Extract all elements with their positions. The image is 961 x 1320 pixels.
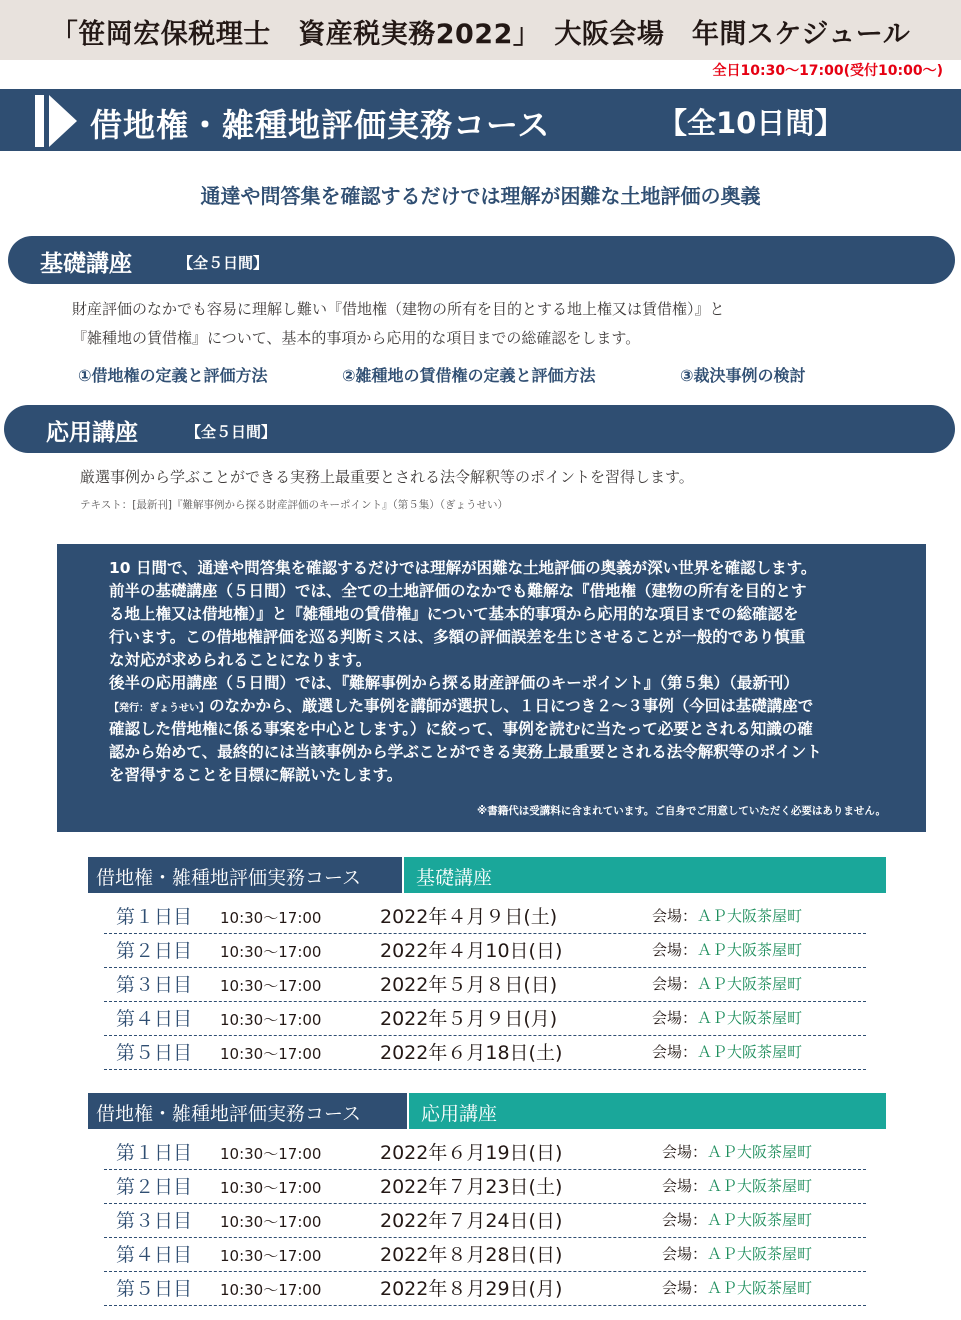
venue-label: 会場： bbox=[652, 1009, 698, 1027]
venue bbox=[652, 1041, 802, 1062]
session-date: 2022年６月19日(日) bbox=[380, 1142, 563, 1164]
page-title: 「笹岡宏保税理士 資産税実務2022」 大阪会場 年間スケジュール bbox=[50, 19, 911, 50]
venue-label: 会場： bbox=[662, 1245, 708, 1263]
description-line bbox=[109, 696, 813, 719]
venue bbox=[652, 905, 802, 926]
venue-name: ＡＰ大阪茶屋町 bbox=[697, 907, 803, 925]
banner-bar-decoration bbox=[35, 95, 44, 147]
venue bbox=[662, 1141, 812, 1162]
time-range: 10:30〜17:00 bbox=[220, 1145, 322, 1163]
day-label: 第４日目 bbox=[116, 1244, 193, 1266]
table-row bbox=[104, 1136, 866, 1170]
basic-description-line-1: 財産評価のなかでも容易に理解し難い『借地権（建物の所有を目的とする地上権又は賃借権）』と bbox=[72, 300, 725, 318]
venue-label: 会場： bbox=[652, 975, 698, 993]
venue-label: 会場： bbox=[662, 1279, 708, 1297]
basic-section-header bbox=[8, 236, 955, 284]
venue bbox=[662, 1175, 812, 1196]
schedule-course-label: 借地権・雑種地評価実務コース bbox=[88, 857, 402, 893]
venue-name: ＡＰ大阪茶屋町 bbox=[697, 975, 803, 993]
description-line: 認から始めて、最終的には当該事例から学ぶことができる実務上最重要とされる法令解釈等のポイント bbox=[109, 743, 822, 761]
course-days: 【全10日間】 bbox=[658, 106, 844, 140]
session-date: 2022年６月18日(土) bbox=[380, 1042, 563, 1064]
basic-topic-3: ③裁決事例の検討 bbox=[680, 366, 806, 385]
day-label: 第１日目 bbox=[116, 906, 193, 928]
day-label: 第２日目 bbox=[116, 1176, 193, 1198]
time-range: 10:30〜17:00 bbox=[220, 909, 322, 927]
basic-topic-1: ①借地権の定義と評価方法 bbox=[78, 366, 268, 385]
basic-section-days: 【全５日間】 bbox=[178, 254, 269, 272]
basic-schedule-header bbox=[88, 857, 886, 893]
session-date: 2022年５月９日(月) bbox=[380, 1008, 558, 1030]
time-range: 10:30〜17:00 bbox=[220, 977, 322, 995]
textbook-note: テキスト：[最新刊]『難解事例から探る財産評価のキーポイント』（第５集）（ぎょうせい） bbox=[80, 499, 508, 511]
basic-section-title: 基礎講座 bbox=[40, 251, 132, 277]
venue-name: ＡＰ大阪茶屋町 bbox=[697, 1043, 803, 1061]
table-row bbox=[104, 1036, 866, 1070]
venue bbox=[652, 1007, 802, 1028]
time-range: 10:30〜17:00 bbox=[220, 1213, 322, 1231]
table-row bbox=[104, 934, 866, 968]
day-label: 第３日目 bbox=[116, 1210, 193, 1232]
description-line: 10 日間で、通達や問答集を確認するだけでは理解が困難な土地評価の奥義が深い世界を確認します。 bbox=[109, 559, 817, 577]
venue-name: ＡＰ大阪茶屋町 bbox=[707, 1279, 813, 1297]
venue-label: 会場： bbox=[662, 1177, 708, 1195]
session-date: 2022年８月29日(月) bbox=[380, 1278, 563, 1300]
session-date: 2022年７月23日(土) bbox=[380, 1176, 563, 1198]
schedule-section-label: 基礎講座 bbox=[404, 857, 886, 893]
venue bbox=[662, 1209, 812, 1230]
description-line: 確認した借地権に係る事案を中心とします。）に絞って、事例を読むに当たって必要とされる知識の確 bbox=[109, 720, 813, 738]
venue-name: ＡＰ大阪茶屋町 bbox=[707, 1143, 813, 1161]
day-label: 第５日目 bbox=[116, 1042, 193, 1064]
publisher-label: 【発行：ぎょうせい】 bbox=[109, 703, 209, 714]
applied-schedule-header bbox=[88, 1093, 886, 1129]
applied-description: 厳選事例から学ぶことができる実務上最重要とされる法令解釈等のポイントを習得します。 bbox=[80, 468, 694, 486]
course-title: 借地権・雑種地評価実務コース bbox=[90, 106, 551, 144]
basic-description-line-2: 『雑種地の賃借権』について、基本的事項から応用的な項目までの総確認をします。 bbox=[72, 329, 641, 347]
session-date: 2022年４月10日(日) bbox=[380, 940, 563, 962]
applied-section-title: 応用講座 bbox=[46, 420, 138, 446]
venue-label: 会場： bbox=[662, 1211, 708, 1229]
table-row bbox=[104, 1002, 866, 1036]
venue-name: ＡＰ大阪茶屋町 bbox=[697, 1009, 803, 1027]
venue bbox=[662, 1243, 812, 1264]
table-row bbox=[104, 1238, 866, 1272]
description-line: 行います。この借地権評価を巡る判断ミスは、多額の評価誤差を生じさせることが一般的であり慎重 bbox=[109, 628, 806, 646]
course-description-box bbox=[57, 544, 926, 832]
venue-label: 会場： bbox=[652, 907, 698, 925]
session-date: 2022年４月９日(土) bbox=[380, 906, 558, 928]
session-date: 2022年５月８日(日) bbox=[380, 974, 558, 996]
table-row bbox=[104, 968, 866, 1002]
session-date: 2022年７月24日(日) bbox=[380, 1210, 563, 1232]
table-row bbox=[104, 900, 866, 934]
time-range: 10:30〜17:00 bbox=[220, 1281, 322, 1299]
day-label: 第５日目 bbox=[116, 1278, 193, 1300]
day-label: 第１日目 bbox=[116, 1142, 193, 1164]
course-banner bbox=[0, 89, 961, 151]
time-range: 10:30〜17:00 bbox=[220, 1247, 322, 1265]
venue-label: 会場： bbox=[652, 941, 698, 959]
table-row bbox=[104, 1272, 866, 1306]
book-fee-note: ※書籍代は受講料に含まれています。ご自身でご用意していただく必要はありません。 bbox=[477, 805, 886, 817]
venue-name: ＡＰ大阪茶屋町 bbox=[707, 1177, 813, 1195]
time-range: 10:30〜17:00 bbox=[220, 943, 322, 961]
table-row bbox=[104, 1204, 866, 1238]
time-range: 10:30〜17:00 bbox=[220, 1179, 322, 1197]
description-line: 前半の基礎講座（５日間）では、全ての土地評価のなかでも難解な『借地権（建物の所有を目的とす bbox=[109, 582, 807, 600]
venue-name: ＡＰ大阪茶屋町 bbox=[707, 1211, 813, 1229]
basic-topic-2: ②雑種地の賃借権の定義と評価方法 bbox=[342, 366, 596, 385]
schedule-section-label: 応用講座 bbox=[409, 1093, 886, 1129]
venue bbox=[662, 1277, 812, 1298]
venue-label: 会場： bbox=[652, 1043, 698, 1061]
schedule-course-label: 借地権・雑種地評価実務コース bbox=[88, 1093, 407, 1129]
applied-section-header bbox=[4, 405, 955, 453]
description-line: 後半の応用講座（５日間）では、『難解事例から探る財産評価のキーポイント』（第５集）（最新刊） bbox=[109, 674, 799, 692]
session-date: 2022年８月28日(日) bbox=[380, 1244, 563, 1266]
time-range: 10:30〜17:00 bbox=[220, 1045, 322, 1063]
venue bbox=[652, 939, 802, 960]
day-label: 第４日目 bbox=[116, 1008, 193, 1030]
time-range: 10:30〜17:00 bbox=[220, 1011, 322, 1029]
venue-label: 会場： bbox=[662, 1143, 708, 1161]
course-subtitle: 通達や問答集を確認するだけでは理解が困難な土地評価の奥義 bbox=[200, 184, 761, 208]
venue bbox=[652, 973, 802, 994]
description-line: な対応が求められることになります。 bbox=[109, 651, 372, 669]
description-line: る地上権又は借地権）』と『雑種地の賃借権』について基本的事項から応用的な項目までの総確認を bbox=[109, 605, 799, 623]
applied-section-days: 【全５日間】 bbox=[186, 423, 277, 441]
description-line-rest: のなかから、厳選した事例を講師が選択し、１日につき２〜３事例（今回は基礎講座で bbox=[209, 697, 814, 715]
venue-name: ＡＰ大阪茶屋町 bbox=[697, 941, 803, 959]
time-note: 全日10:30〜17:00(受付10:00〜) bbox=[712, 63, 943, 79]
play-arrow-icon bbox=[49, 95, 77, 147]
day-label: 第２日目 bbox=[116, 940, 193, 962]
venue-name: ＡＰ大阪茶屋町 bbox=[707, 1245, 813, 1263]
description-line: を習得することを目標に解説いたします。 bbox=[109, 766, 403, 784]
table-row bbox=[104, 1170, 866, 1204]
day-label: 第３日目 bbox=[116, 974, 193, 996]
